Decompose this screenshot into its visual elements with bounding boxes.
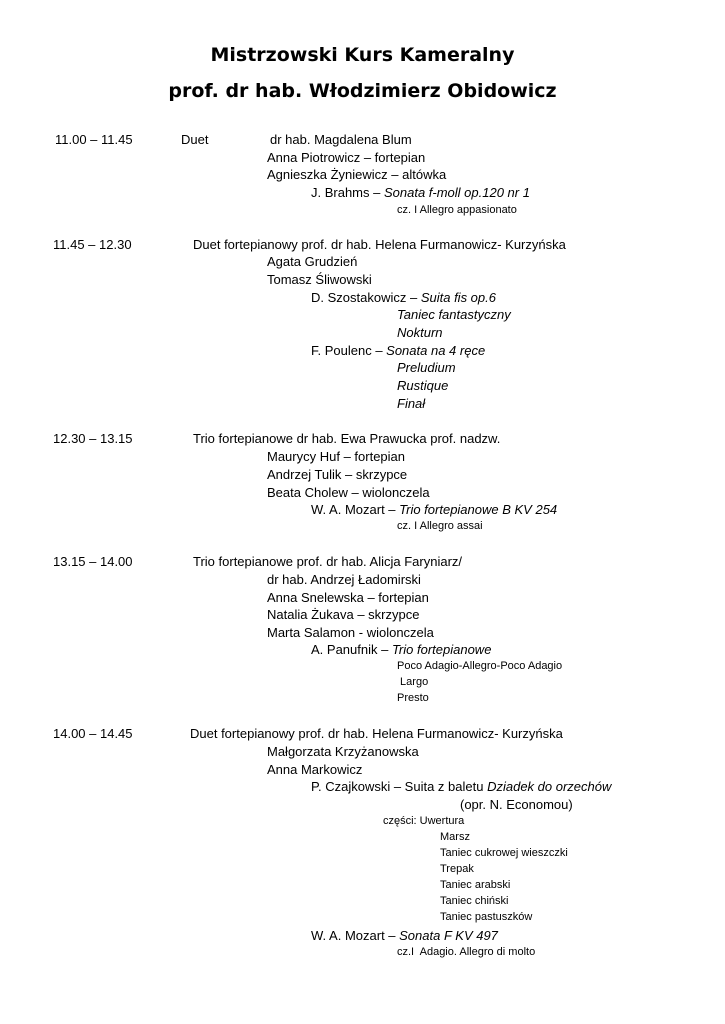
work-title: Sonata F KV 497	[399, 928, 498, 943]
time-slot: 14.00 – 14.45	[53, 726, 133, 741]
performer: Agata Grudzień	[267, 254, 358, 269]
movement: Presto	[397, 692, 429, 704]
ensemble-type: Duet	[181, 132, 209, 147]
part: Marsz	[440, 831, 470, 843]
ensemble-line: Trio fortepianowe dr hab. Ewa Prawucka prof. nadzw.	[193, 431, 501, 446]
movement: Poco Adagio-Allegro-Poco Adagio	[397, 660, 563, 672]
performer: Małgorzata Krzyżanowska	[267, 744, 419, 759]
work-line	[311, 928, 498, 943]
work-line	[311, 343, 485, 358]
time-slot: 13.15 – 14.00	[53, 554, 133, 569]
parts-label: części: Uwertura	[383, 815, 465, 827]
movement: cz. I Allegro assai	[397, 520, 483, 532]
arranger: (opr. N. Economou)	[460, 797, 573, 812]
performer: Beata Cholew – wiolonczela	[267, 485, 430, 500]
time-slot: 11.45 – 12.30	[53, 237, 132, 252]
time-slot: 11.00 – 11.45	[55, 132, 133, 147]
part: Trepak	[440, 863, 474, 875]
performer: Tomasz Śliwowski	[267, 272, 372, 287]
movement: cz.I Adagio. Allegro di molto	[397, 946, 536, 958]
work-line	[311, 290, 496, 305]
movement: Largo	[397, 676, 429, 688]
performer: Agnieszka Żyniewicz – altówka	[267, 167, 447, 182]
composer: F. Poulenc –	[311, 343, 387, 358]
performer: Maurycy Huf – fortepian	[267, 449, 406, 464]
performer: Anna Snelewska – fortepian	[267, 590, 429, 605]
performer: Anna Markowicz	[267, 762, 363, 777]
composer: A. Panufnik –	[311, 642, 392, 657]
page-subtitle: prof. dr hab. Włodzimierz Obidowicz	[168, 80, 557, 102]
performer: Andrzej Tulik – skrzypce	[267, 467, 408, 482]
work-part: Preludium	[397, 360, 456, 375]
work-part: Finał	[397, 396, 426, 411]
work-part: Rustique	[397, 378, 449, 393]
performer: Marta Salamon - wiolonczela	[267, 625, 434, 640]
work-title: Sonata f-moll op.120 nr 1	[383, 185, 530, 200]
work-title: Suita fis op.6	[420, 290, 496, 305]
work-line	[311, 185, 530, 200]
ensemble-line: Trio fortepianowe prof. dr hab. Alicja Faryniarz/	[193, 554, 463, 569]
part: Taniec chiński	[440, 895, 509, 907]
work-title: Sonata na 4 ręce	[386, 343, 486, 358]
performer: Anna Piotrowicz – fortepian	[267, 150, 426, 165]
time-slot: 12.30 – 13.15	[53, 431, 133, 446]
work-line	[311, 502, 557, 517]
page-title: Mistrzowski Kurs Kameralny	[210, 44, 515, 66]
part: Taniec pastuszków	[440, 911, 533, 923]
part: Taniec cukrowej wieszczki	[440, 847, 568, 859]
work-title: Trio fortepianowe	[391, 642, 492, 657]
ensemble-line: Duet fortepianowy prof. dr hab. Helena Furmanowicz- Kurzyńska	[190, 726, 563, 741]
movement: cz. I Allegro appasionato	[397, 204, 517, 216]
work-part: Taniec fantastyczny	[397, 307, 511, 322]
work-part: Nokturn	[397, 325, 443, 340]
work-title: Dziadek do orzechów	[487, 779, 612, 794]
work-line	[311, 779, 611, 794]
composer: P. Czajkowski – Suita z baletu	[311, 779, 488, 794]
composer: W. A. Mozart –	[311, 928, 400, 943]
ensemble-line: Duet fortepianowy prof. dr hab. Helena Furmanowicz- Kurzyńska	[193, 237, 566, 252]
part: Taniec arabski	[440, 879, 511, 891]
professor: dr hab. Magdalena Blum	[270, 132, 412, 147]
composer: J. Brahms –	[311, 185, 384, 200]
composer: W. A. Mozart –	[311, 502, 400, 517]
work-line	[311, 642, 491, 657]
ensemble-line-2: dr hab. Andrzej Ładomirski	[267, 572, 421, 587]
work-title: Trio fortepianowe B KV 254	[399, 502, 558, 517]
performer: Natalia Żukava – skrzypce	[267, 607, 420, 622]
composer: D. Szostakowicz –	[311, 290, 421, 305]
